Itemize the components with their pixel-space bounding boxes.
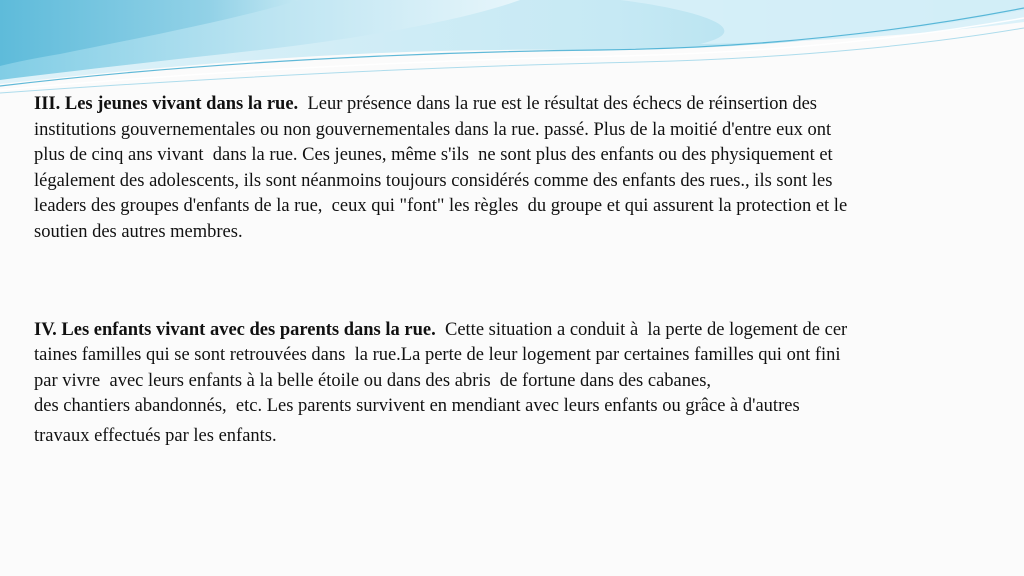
paragraph-line: travaux effectués par les enfants.: [34, 425, 277, 446]
paragraph-jeunes-vivant-dans-la-rue: [34, 92, 994, 246]
wave-banner-decoration: [0, 0, 1024, 100]
paragraph-line: soutien des autres membres.: [34, 221, 243, 242]
paragraph-enfants-avec-parents: [34, 318, 994, 452]
paragraph-text: Leur présence dans la rue est le résultat des échecs de réinsertion des: [298, 94, 817, 114]
paragraph-line: leaders des groupes d'enfants de la rue, ceux qui "font" les règles du groupe et qui assurent la protection et le: [34, 196, 848, 217]
paragraph-line: légalement des adolescents, ils sont néanmoins toujours considérés comme des enfants des rues., ils sont les: [34, 170, 833, 191]
paragraph-line: taines familles qui se sont retrouvées dans la rue.La perte de leur logement par certaines familles qui ont fini: [34, 345, 841, 366]
slide-body: [34, 92, 994, 452]
paragraph-text: Cette situation a conduit à la perte de logement de cer: [435, 319, 848, 340]
paragraph-line: plus de cinq ans vivant dans la rue. Ces jeunes, même s'ils ne sont plus des enfants ou des physiquement et: [34, 145, 833, 166]
paragraph-line: par vivre avec leurs enfants à la belle étoile ou dans des abris de fortune dans des cabanes,: [34, 370, 712, 391]
paragraph-line: institutions gouvernementales ou non gouvernementales dans la rue. passé. Plus de la moitié d'entre eux ont: [34, 119, 832, 140]
paragraph-line: [34, 318, 994, 344]
section-heading: IV. Les enfants vivant avec des parents dans la rue.: [34, 319, 436, 340]
section-heading: III. Les jeunes vivant dans la rue.: [34, 94, 299, 114]
paragraph-line: [34, 92, 994, 118]
paragraph-line: des chantiers abandonnés, etc. Les parents survivent en mendiant avec leurs enfants ou grâce à d'autres: [34, 396, 800, 417]
